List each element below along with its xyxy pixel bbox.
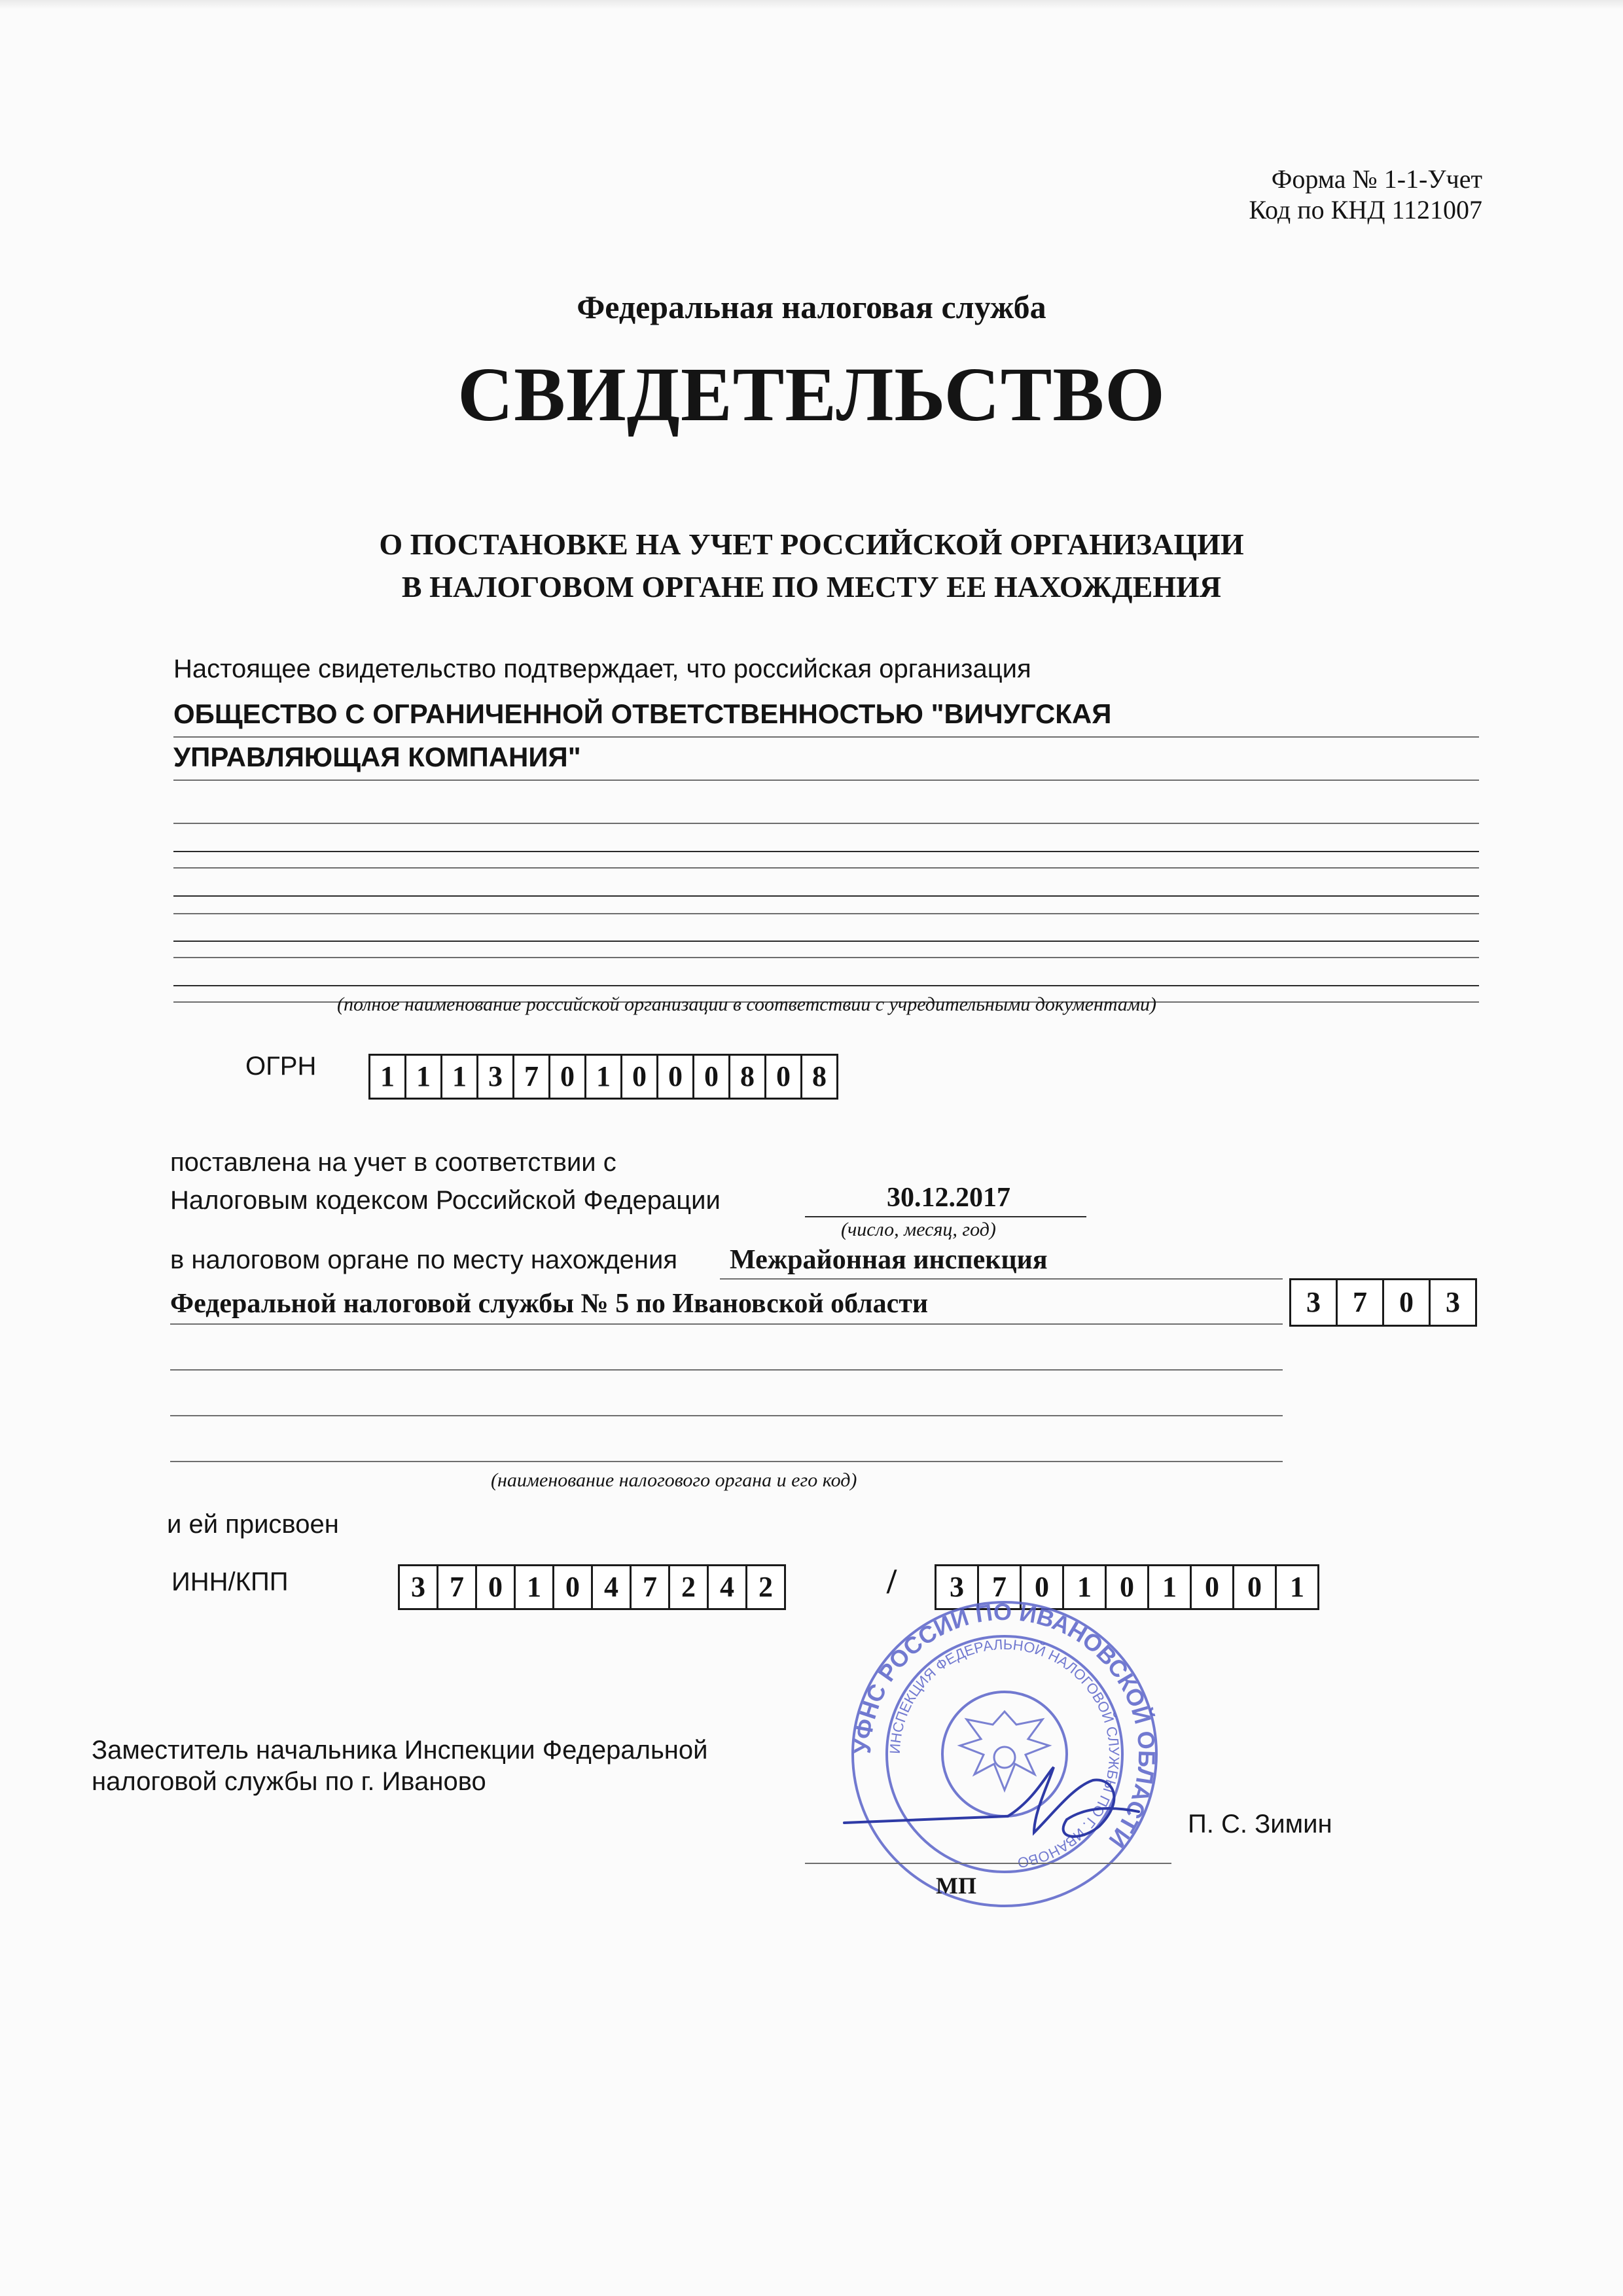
kpp-digit: 1 — [1290, 1571, 1304, 1603]
authority-code-digit: 0 — [1384, 1280, 1431, 1325]
ogrn-digit: 0 — [550, 1056, 586, 1098]
authority-name-line-2: Федеральной налоговой службы № 5 по Ивановской области — [170, 1289, 929, 1319]
kpp-digit: 3 — [936, 1566, 979, 1608]
registration-text-line-2: Налоговым кодексом Российской Федерации — [170, 1186, 721, 1215]
kpp-digit: 0 — [1107, 1566, 1149, 1608]
authority-underline-5 — [170, 1461, 1283, 1462]
seal-mark: МП — [936, 1873, 976, 1899]
inn-digit: 0 — [554, 1566, 593, 1608]
subtitle-line-1: О ПОСТАНОВКЕ НА УЧЕТ РОССИЙСКОЙ ОРГАНИЗАЦИИ — [379, 528, 1244, 561]
registration-text-line-1: поставлена на учет в соответствии с — [170, 1148, 616, 1177]
registration-date-caption: (число, месяц, год) — [841, 1219, 996, 1240]
org-name-underline-3 — [173, 823, 1479, 824]
ogrn-digit: 0 — [694, 1056, 730, 1098]
inn-digit: 0 — [477, 1566, 516, 1608]
authority-caption: (наименование налогового органа и его код) — [491, 1469, 857, 1491]
authority-code-digit: 7 — [1338, 1280, 1384, 1325]
agency-name: Федеральная налоговая служба — [577, 289, 1046, 325]
authority-code-digit: 3 — [1446, 1286, 1460, 1318]
inn-digit: 4 — [593, 1566, 632, 1608]
assigned-label: и ей присвоен — [167, 1510, 339, 1539]
inn-digit: 1 — [516, 1566, 554, 1608]
org-name-underline-6 — [173, 895, 1479, 897]
inn-boxes — [398, 1564, 786, 1610]
ogrn-digit: 1 — [442, 1056, 478, 1098]
ogrn-digit: 7 — [514, 1056, 550, 1098]
authority-underline-1 — [720, 1278, 1283, 1280]
inn-digit: 2 — [670, 1566, 709, 1608]
kpp-digit: 7 — [979, 1566, 1022, 1608]
ogrn-boxes — [368, 1054, 838, 1100]
ogrn-digit: 3 — [478, 1056, 514, 1098]
ogrn-digit: 0 — [766, 1056, 802, 1098]
kpp-digit: 1 — [1064, 1566, 1107, 1608]
signer-position — [92, 1734, 707, 1797]
authority-name-line-1: Межрайонная инспекция — [730, 1245, 1048, 1275]
intro-text: Настоящее свидетельство подтверждает, что российская организация — [173, 655, 1031, 683]
registration-date-underline — [805, 1216, 1086, 1217]
ogrn-digit: 8 — [730, 1056, 766, 1098]
ogrn-label: ОГРН — [245, 1052, 317, 1081]
handwritten-signature — [838, 1761, 1145, 1859]
organization-name-line-2: УПРАВЛЯЮЩАЯ КОМПАНИЯ" — [173, 742, 581, 772]
inn-digit: 4 — [709, 1566, 747, 1608]
authority-underline-4 — [170, 1415, 1283, 1416]
org-name-underline-9 — [173, 957, 1479, 958]
inn-kpp-label: ИНН/КПП — [171, 1568, 289, 1596]
signer-name: П. С. Зимин — [1188, 1810, 1332, 1839]
stamp-outer-text: УФНС РОССИИ ПО ИВАНОВСКОЙ ОБЛАСТИ — [848, 1598, 1161, 1853]
ogrn-digit: 1 — [370, 1056, 406, 1098]
org-name-underline-1 — [173, 736, 1479, 738]
organization-name-line-1: ОБЩЕСТВО С ОГРАНИЧЕННОЙ ОТВЕТСТВЕННОСТЬЮ "ВИЧУГСКАЯ — [173, 698, 1112, 729]
form-number: Форма № 1-1-Учет — [1271, 164, 1482, 194]
signature-line — [805, 1863, 1171, 1864]
org-name-underline-5 — [173, 867, 1479, 869]
ogrn-digit: 0 — [622, 1056, 658, 1098]
ogrn-digit: 0 — [658, 1056, 694, 1098]
authority-code-digit: 3 — [1291, 1280, 1338, 1325]
org-name-underline-4 — [173, 851, 1479, 852]
inn-kpp-separator: / — [887, 1562, 897, 1601]
subtitle-line-2: В НАЛОГОВОМ ОРГАНЕ ПО МЕСТУ ЕЕ НАХОЖДЕНИЯ — [401, 570, 1222, 603]
signer-position-line-1: Заместитель начальника Инспекции Федеральной — [92, 1736, 708, 1765]
document-title: СВИДЕТЕЛЬСТВО — [457, 351, 1166, 437]
registration-date: 30.12.2017 — [887, 1183, 1010, 1213]
ogrn-digit: 1 — [586, 1056, 622, 1098]
org-name-underline-2 — [173, 780, 1479, 781]
org-name-underline-8 — [173, 941, 1479, 942]
authority-code-boxes — [1289, 1278, 1477, 1327]
inn-digit: 3 — [400, 1566, 438, 1608]
kpp-digit: 1 — [1149, 1566, 1192, 1608]
org-name-underline-10 — [173, 985, 1479, 986]
inn-digit: 7 — [632, 1566, 670, 1608]
authority-underline-2 — [170, 1323, 1283, 1325]
official-stamp — [847, 1597, 1162, 1911]
organization-caption: (полное наименование российской организации в соответствии с учредительными документами) — [337, 994, 1157, 1015]
stamp-inner-text: ИНСПЕКЦИЯ ФЕДЕРАЛЬНОЙ НАЛОГОВОЙ СЛУЖБЫ ПО Г. ИВАНОВО — [886, 1636, 1123, 1871]
ogrn-digit: 1 — [406, 1056, 442, 1098]
kpp-digit: 0 — [1234, 1566, 1277, 1608]
authority-intro: в налоговом органе по месту нахождения — [170, 1246, 678, 1274]
signer-position-line-2: налоговой службы по г. Иваново — [92, 1767, 486, 1796]
authority-underline-3 — [170, 1369, 1283, 1371]
ogrn-digit: 8 — [812, 1060, 827, 1092]
inn-digit: 2 — [758, 1571, 773, 1603]
org-name-underline-7 — [173, 913, 1479, 914]
scan-top-edge — [0, 0, 1623, 9]
knd-code: Код по КНД 1121007 — [1249, 195, 1482, 224]
inn-digit: 7 — [438, 1566, 477, 1608]
kpp-digit: 0 — [1192, 1566, 1234, 1608]
kpp-digit: 0 — [1022, 1566, 1064, 1608]
organization-name — [173, 692, 1469, 779]
